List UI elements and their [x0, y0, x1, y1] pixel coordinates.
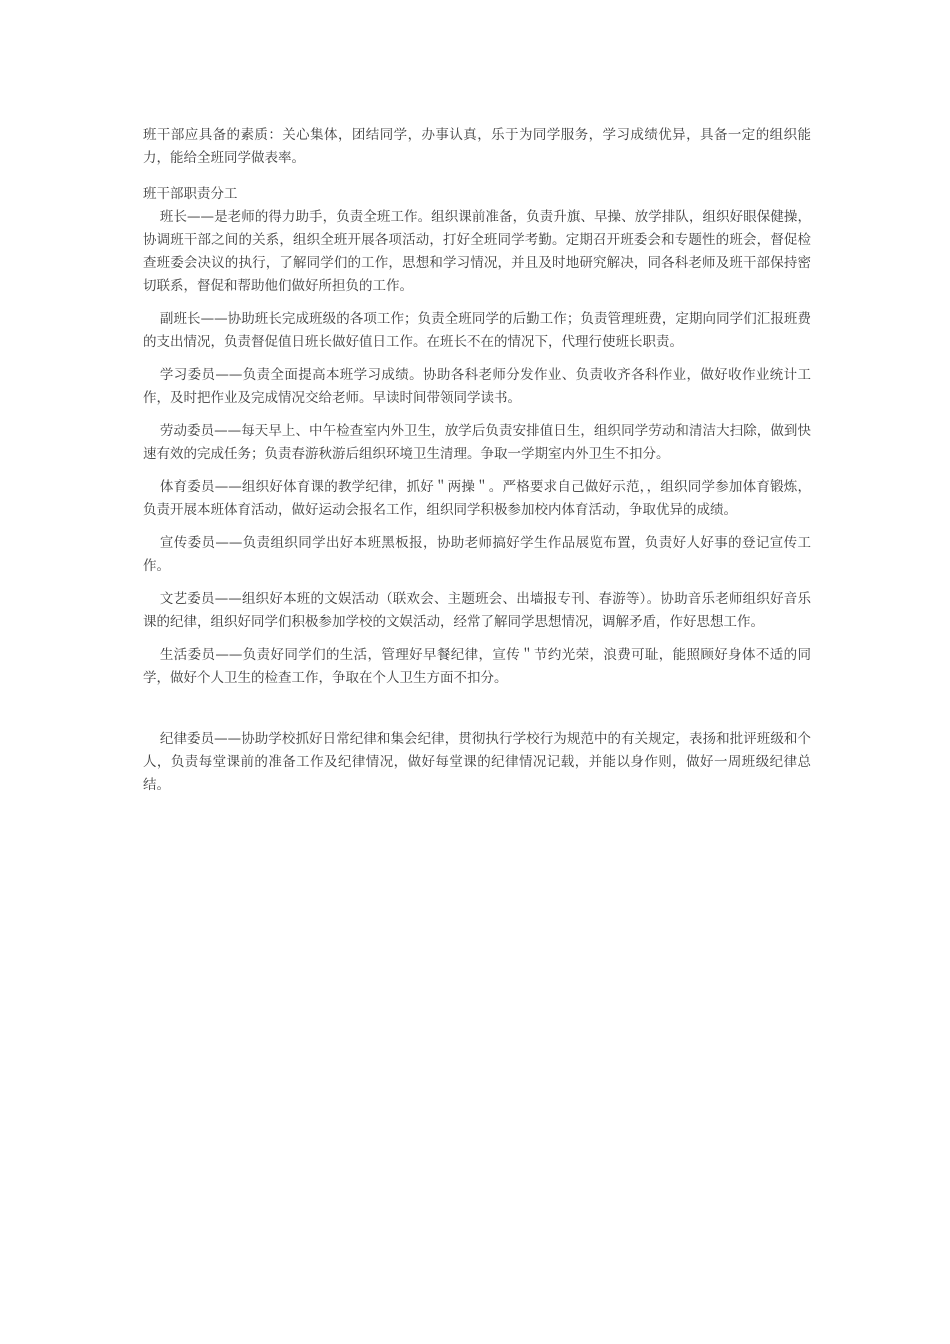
- role-life-committee: 生活委员——负责好同学们的生活，管理好早餐纪律，宣传＂节约光荣，浪费可耻，能照顾好身体不适的同学，做好个人卫生的检查工作，争取在个人卫生方面不扣分。: [143, 647, 811, 686]
- section-title: 班干部职责分工: [143, 186, 238, 202]
- role-publicity-committee: 宣传委员——负责组织同学出好本班黑板报，协助老师搞好学生作品展览布置，负责好人好事的登记宣传工作。: [143, 535, 811, 574]
- intro-paragraph: 班干部应具备的素质：关心集体，团结同学，办事认真，乐于为同学服务，学习成绩优异，具备一定的组织能力，能给全班同学做表率。: [143, 127, 811, 166]
- role-monitor: 班长——是老师的得力助手，负责全班工作。组织课前准备，负责升旗、早操、放学排队，组织好眼保健操，协调班干部之间的关系，组织全班开展各项活动，打好全班同学考勤。定期召开班委会和专题性的班会，督促检查班委会决议的执行，了解同学们的工作，思想和学习情况，并且及时地研究解决，同各科老师及班干部保持密切联系，督促和帮助他们做好所担负的工作。: [143, 209, 811, 294]
- role-arts-committee: 文艺委员——组织好本班的文娱活动（联欢会、主题班会、出墙报专刊、春游等）。协助音乐老师组织好音乐课的纪律，组织好同学们积极参加学校的文娱活动，经常了解同学思想情况，调解矛盾，作好思想工作。: [143, 591, 811, 630]
- role-vice-monitor: 副班长——协助班长完成班级的各项工作；负责全班同学的后勤工作；负责管理班费，定期向同学们汇报班费的支出情况，负责督促值日班长做好值日工作。在班长不在的情况下，代理行使班长职责。: [143, 311, 811, 350]
- role-labor-committee: 劳动委员——每天早上、中午检查室内外卫生，放学后负责安排值日生，组织同学劳动和清洁大扫除，做到快速有效的完成任务；负责春游秋游后组织环境卫生清理。争取一学期室内外卫生不扣分。: [143, 423, 811, 462]
- document-body: [143, 124, 811, 797]
- role-sports-committee: 体育委员——组织好体育课的教学纪律，抓好＂两操＂。严格要求自己做好示范，，组织同学参加体育锻炼，负责开展本班体育活动，做好运动会报名工作，组织同学积极参加校内体育活动，争取优异的成绩。: [143, 479, 811, 518]
- role-study-committee: 学习委员——负责全面提高本班学习成绩。协助各科老师分发作业、负责收齐各科作业，做好收作业统计工作，及时把作业及完成情况交给老师。早读时间带领同学读书。: [143, 367, 811, 406]
- role-discipline-committee: 纪律委员——协助学校抓好日常纪律和集会纪律，贯彻执行学校行为规范中的有关规定，表扬和批评班级和个人，负责每堂课前的准备工作及纪律情况，做好每堂课的纪律情况记载，并能以身作则，做好一周班级纪律总结。: [143, 731, 811, 793]
